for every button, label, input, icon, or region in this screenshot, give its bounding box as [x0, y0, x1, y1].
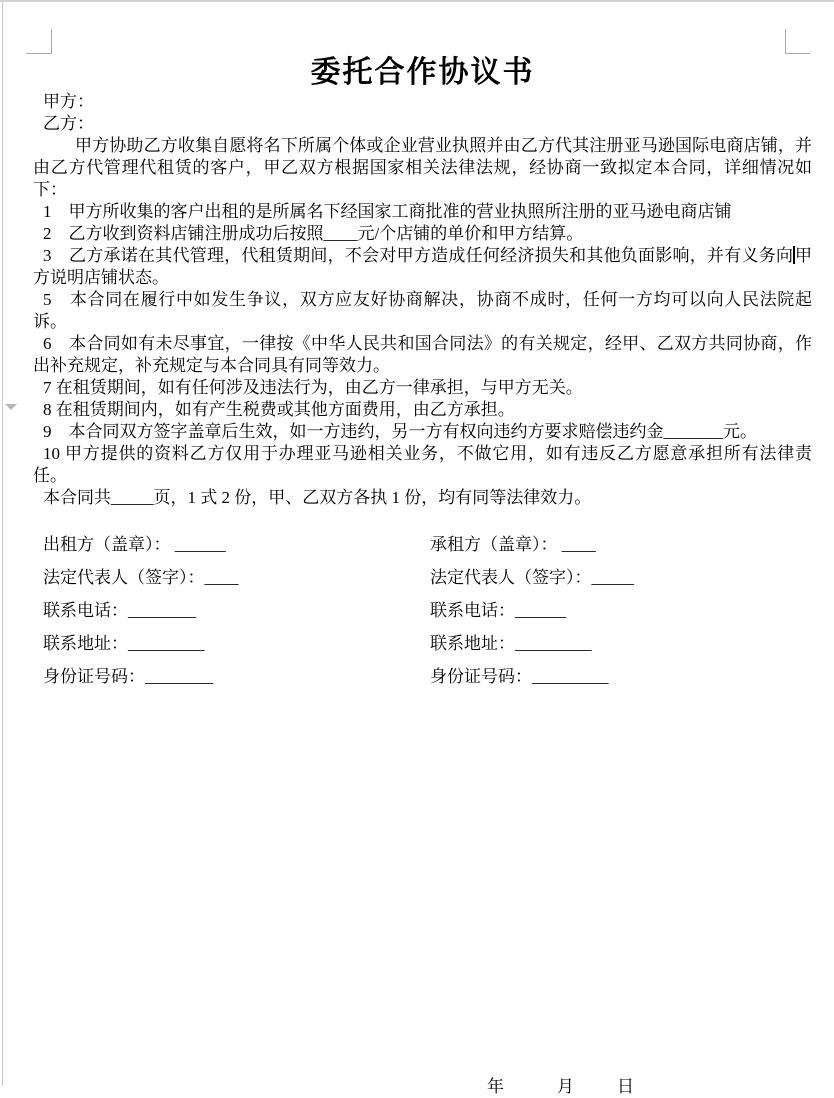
- clause-3-text-before-cursor[interactable]: 3 乙方承诺在其代管理，代租赁期间，不会对甲方造成任何经济损失和其他负面影响，并有义务向: [43, 246, 794, 265]
- next-page-day-label[interactable]: 日: [617, 1077, 634, 1096]
- window-left-edge: [2, 2, 3, 1086]
- clause-3-text-after-cursor[interactable]: 甲方说明店铺状态。: [33, 246, 813, 287]
- lessee-id-number-line[interactable]: 身份证号码：_________: [430, 667, 609, 686]
- copies-line[interactable]: 本合同共_____页，1 式 2 份，甲、乙双方各执 1 份，均有同等法律效力。: [43, 488, 592, 507]
- clause-6[interactable]: 6 本合同如有未尽事宜，一律按《中华人民共和国合同法》的有关规定，经甲、乙双方共同协商，作出补充规定，补充规定与本合同具有同等效力。: [33, 334, 812, 375]
- clause-1[interactable]: 1 甲方所收集的客户出租的是所属名下经国家工商批准的营业执照所注册的亚马逊电商店铺: [43, 202, 732, 221]
- clause-5[interactable]: 5 本合同在履行中如发生争议，双方应友好协商解决，协商不成时，任何一方均可以向人民法院起诉。: [33, 290, 812, 331]
- clause-2[interactable]: 2 乙方收到资料店铺注册成功后按照____元/个店铺的单价和甲方结算。: [43, 224, 584, 243]
- clause-10[interactable]: 10 甲方提供的资料乙方仅用于办理亚马逊相关业务，不做它用，如有违反乙方愿意承担所有法律责任。: [33, 444, 812, 485]
- party-a-line[interactable]: 甲方：: [43, 92, 94, 111]
- lessee-seal-line[interactable]: 承租方（盖章）： ____: [430, 535, 596, 554]
- lessor-representative-line[interactable]: 法定代表人（签字）：____: [43, 568, 239, 587]
- lessor-phone-line[interactable]: 联系电话：________: [43, 601, 196, 620]
- signature-block: [33, 534, 812, 688]
- clause-9[interactable]: 9 本合同双方签字盖章后生效，如一方违约，另一方有权向违约方要求赔偿违约金_______元。: [43, 422, 757, 441]
- clause-8[interactable]: 8 在租赁期间内，如有产生税费或其他方面费用，由乙方承担。: [43, 400, 515, 419]
- lessee-address-line[interactable]: 联系地址：_________: [430, 634, 592, 653]
- document-content: [33, 0, 812, 688]
- lessor-id-number-line[interactable]: 身份证号码：________: [43, 667, 213, 686]
- lessor-address-line[interactable]: 联系地址：_________: [43, 634, 205, 653]
- left-margin-dropdown-icon[interactable]: [5, 404, 17, 410]
- lessor-seal-line[interactable]: 出租方（盖章）： ______: [43, 535, 226, 554]
- lessee-representative-line[interactable]: 法定代表人（签字）：_____: [430, 568, 634, 587]
- clause-3[interactable]: [33, 245, 812, 289]
- party-b-line[interactable]: 乙方：: [43, 114, 94, 133]
- intro-paragraph[interactable]: 甲方协助乙方收集自愿将名下所属个体或企业营业执照并由乙方代其注册亚马逊国际电商店铺，并由乙方代管理代租赁的客户，甲乙双方根据国家相关法律法规，经协商一致拟定本合同，详细情况如下：: [33, 136, 812, 199]
- next-page-month-label[interactable]: 月: [557, 1077, 574, 1096]
- lessee-phone-line[interactable]: 联系电话：______: [430, 601, 566, 620]
- document-title[interactable]: 委托合作协议书: [310, 56, 535, 89]
- next-page-year-label[interactable]: 年: [487, 1077, 504, 1096]
- clause-7[interactable]: 7 在租赁期间，如有任何涉及违法行为，由乙方一律承担，与甲方无关。: [43, 378, 583, 397]
